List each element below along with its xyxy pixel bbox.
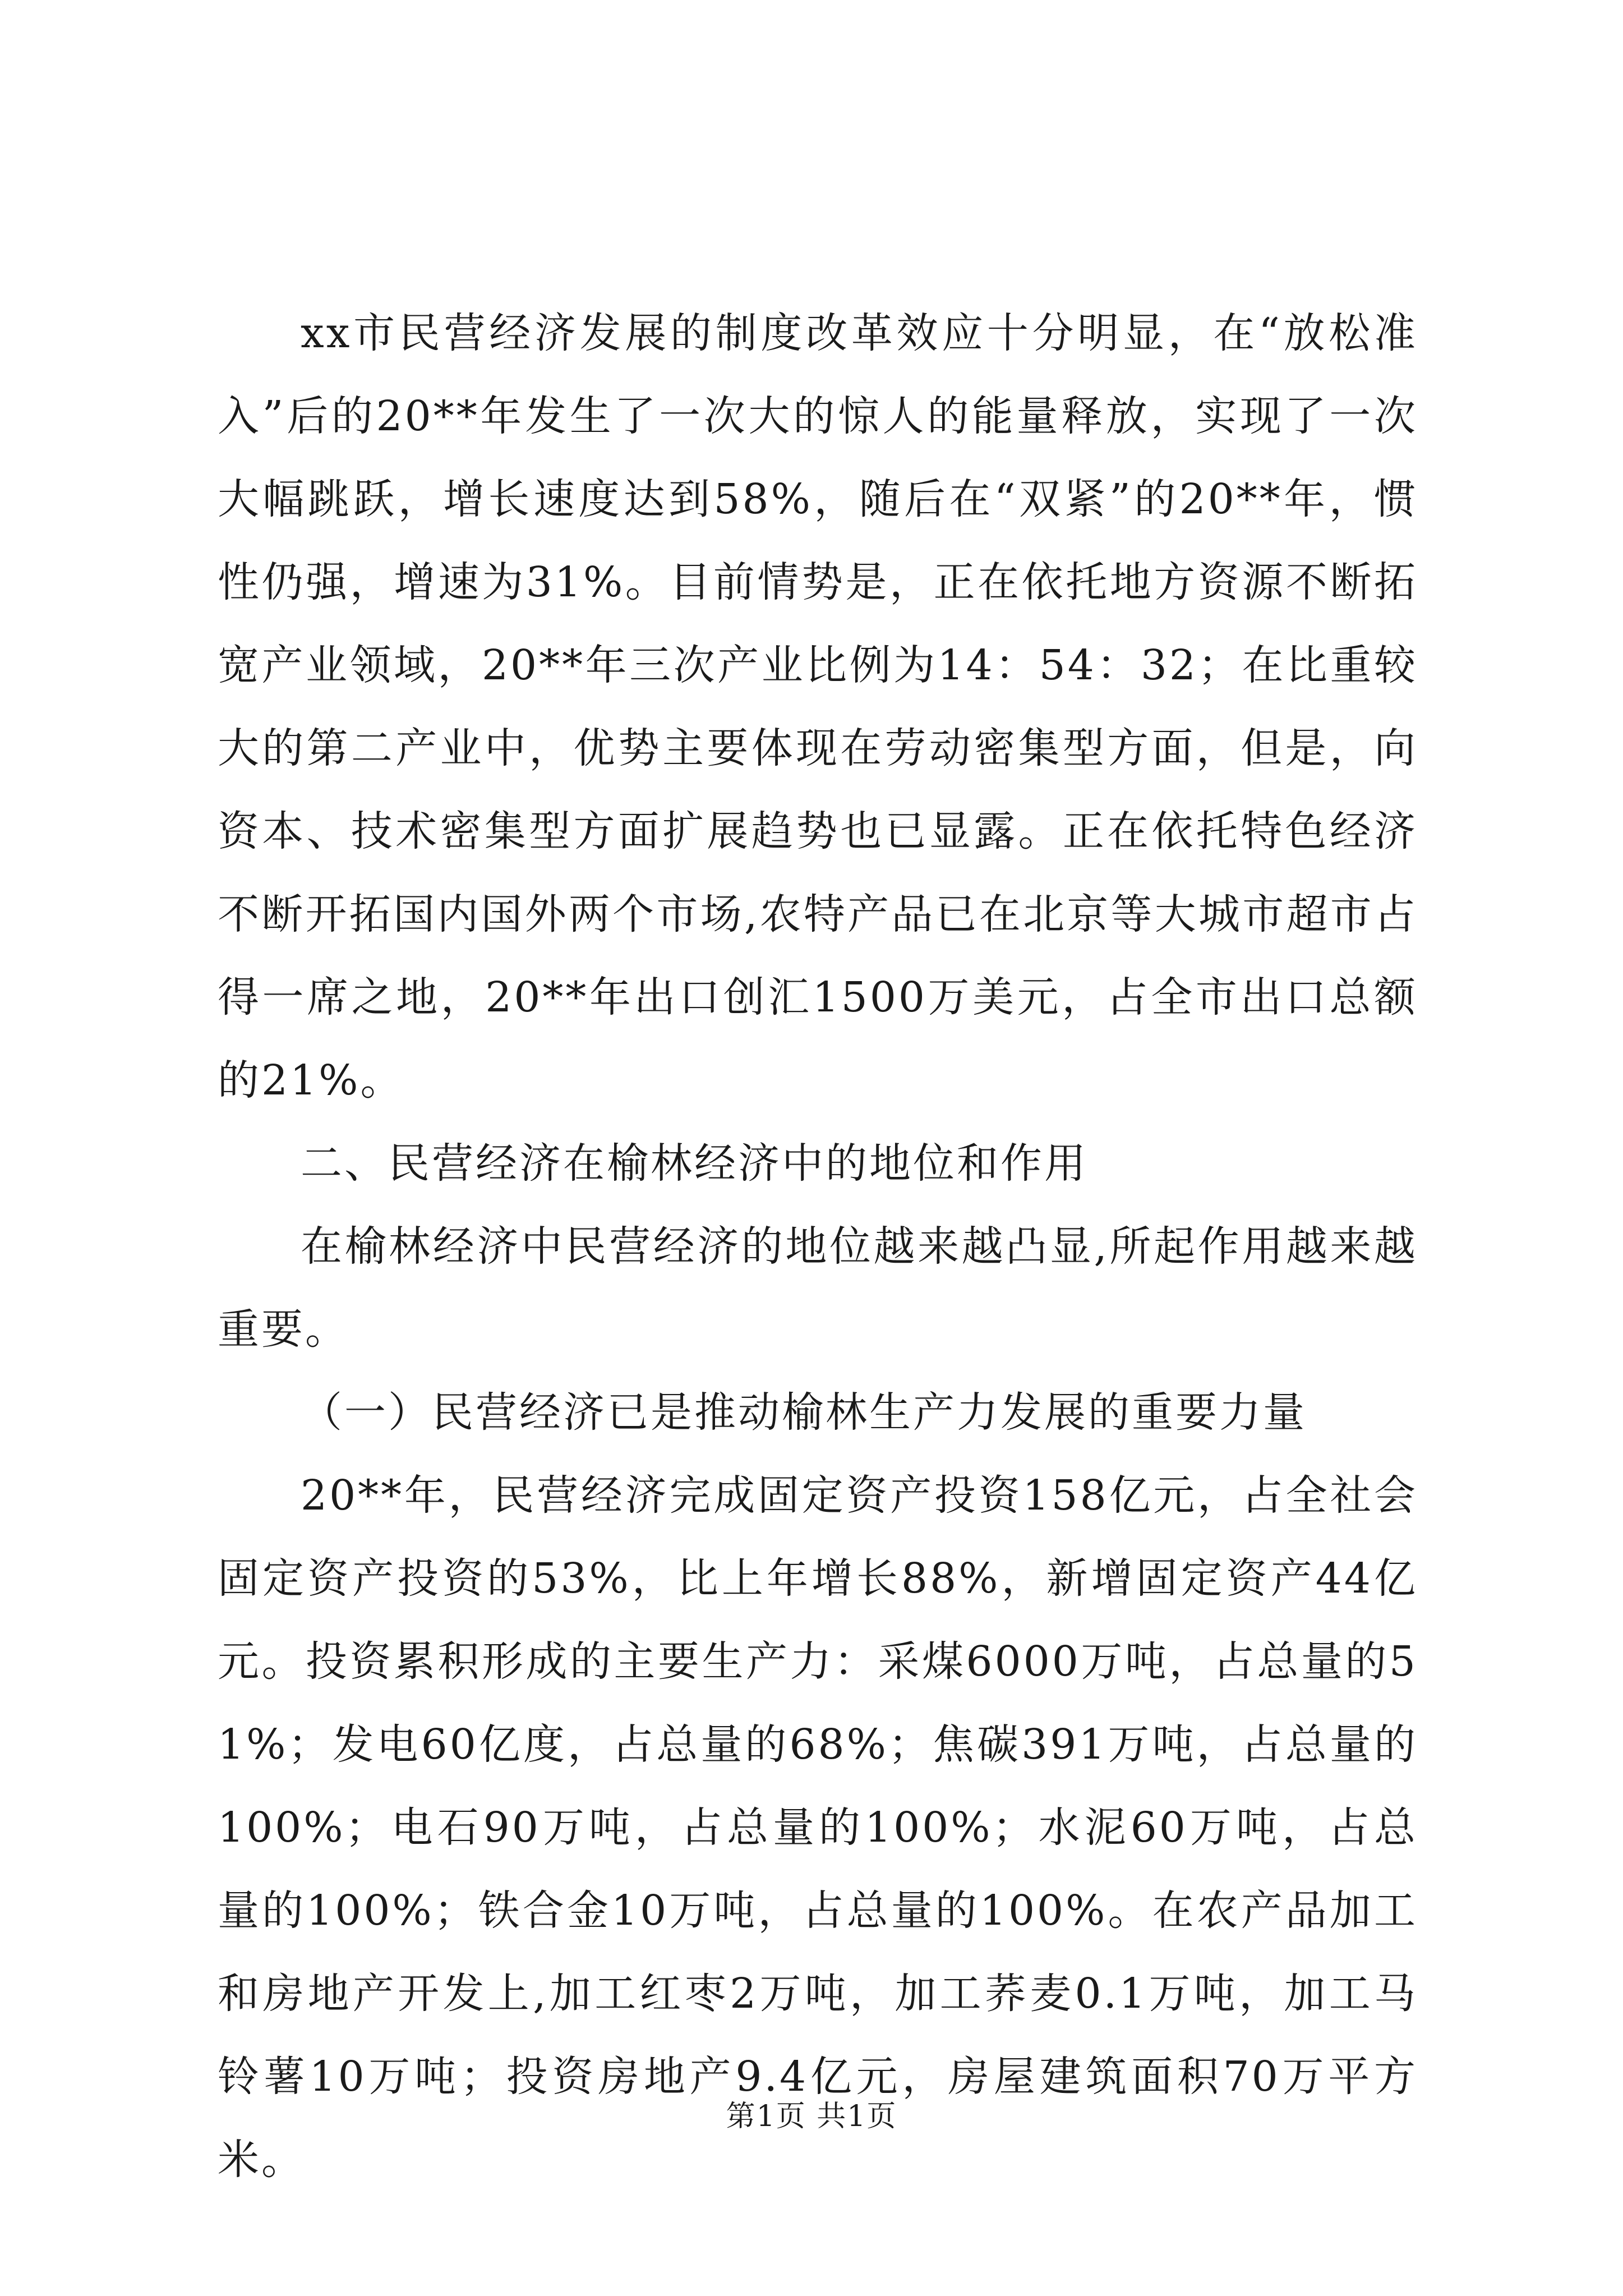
document-body: [218, 292, 1418, 2201]
page-footer: 第1页 共1页: [726, 2100, 897, 2133]
subsection-heading-productivity: （一）民营经济已是推动榆林生产力发展的重要力量: [301, 1388, 1307, 1437]
paragraph-status-intro: 在榆林经济中民营经济的地位越来越凸显,所起作用越来越重要。: [218, 1222, 1418, 1354]
paragraph-fixed-asset-investment: 20**年，民营经济完成固定资产投资158亿元，占全社会固定资产投资的53%，比上年增长88%，新增固定资产44亿元。投资累积形成的主要生产力：采煤6000万吨，占总量的51%；发电60亿度，占总量的68%；焦碳391万吨，占总量的100%；电石90万吨，占总量的100%；水泥60万吨，占总量的100%；铁合金10万吨，占总量的100%。在农产品加工和房地产开发上,加工红枣2万吨，加工荞麦0.1万吨，加工马铃薯10万吨；投资房地产9.4亿元，房屋建筑面积70万平方米。: [218, 1471, 1418, 2184]
section-heading-status-role: 二、民营经济在榆林经济中的地位和作用: [301, 1139, 1088, 1188]
paragraph-private-economy-reform: xx市民营经济发展的制度改革效应十分明显，在“放松准入”后的20**年发生了一次大的惊人的能量释放，实现了一次大幅跳跃，增长速度达到58%，随后在“双紧”的20**年，惯性仍强，增速为31%。目前情势是，正在依托地方资源不断拓宽产业领域，20**年三次产业比例为14：54：32；在比重较大的第二产业中，优势主要体现在劳动密集型方面，但是，向资本、技术密集型方面扩展趋势也已显露。正在依托特色经济不断开拓国内国外两个市场,农特产品已在北京等大城市超市占得一席之地，20**年出口创汇1500万美元，占全市出口总额的21%。: [218, 309, 1418, 1105]
